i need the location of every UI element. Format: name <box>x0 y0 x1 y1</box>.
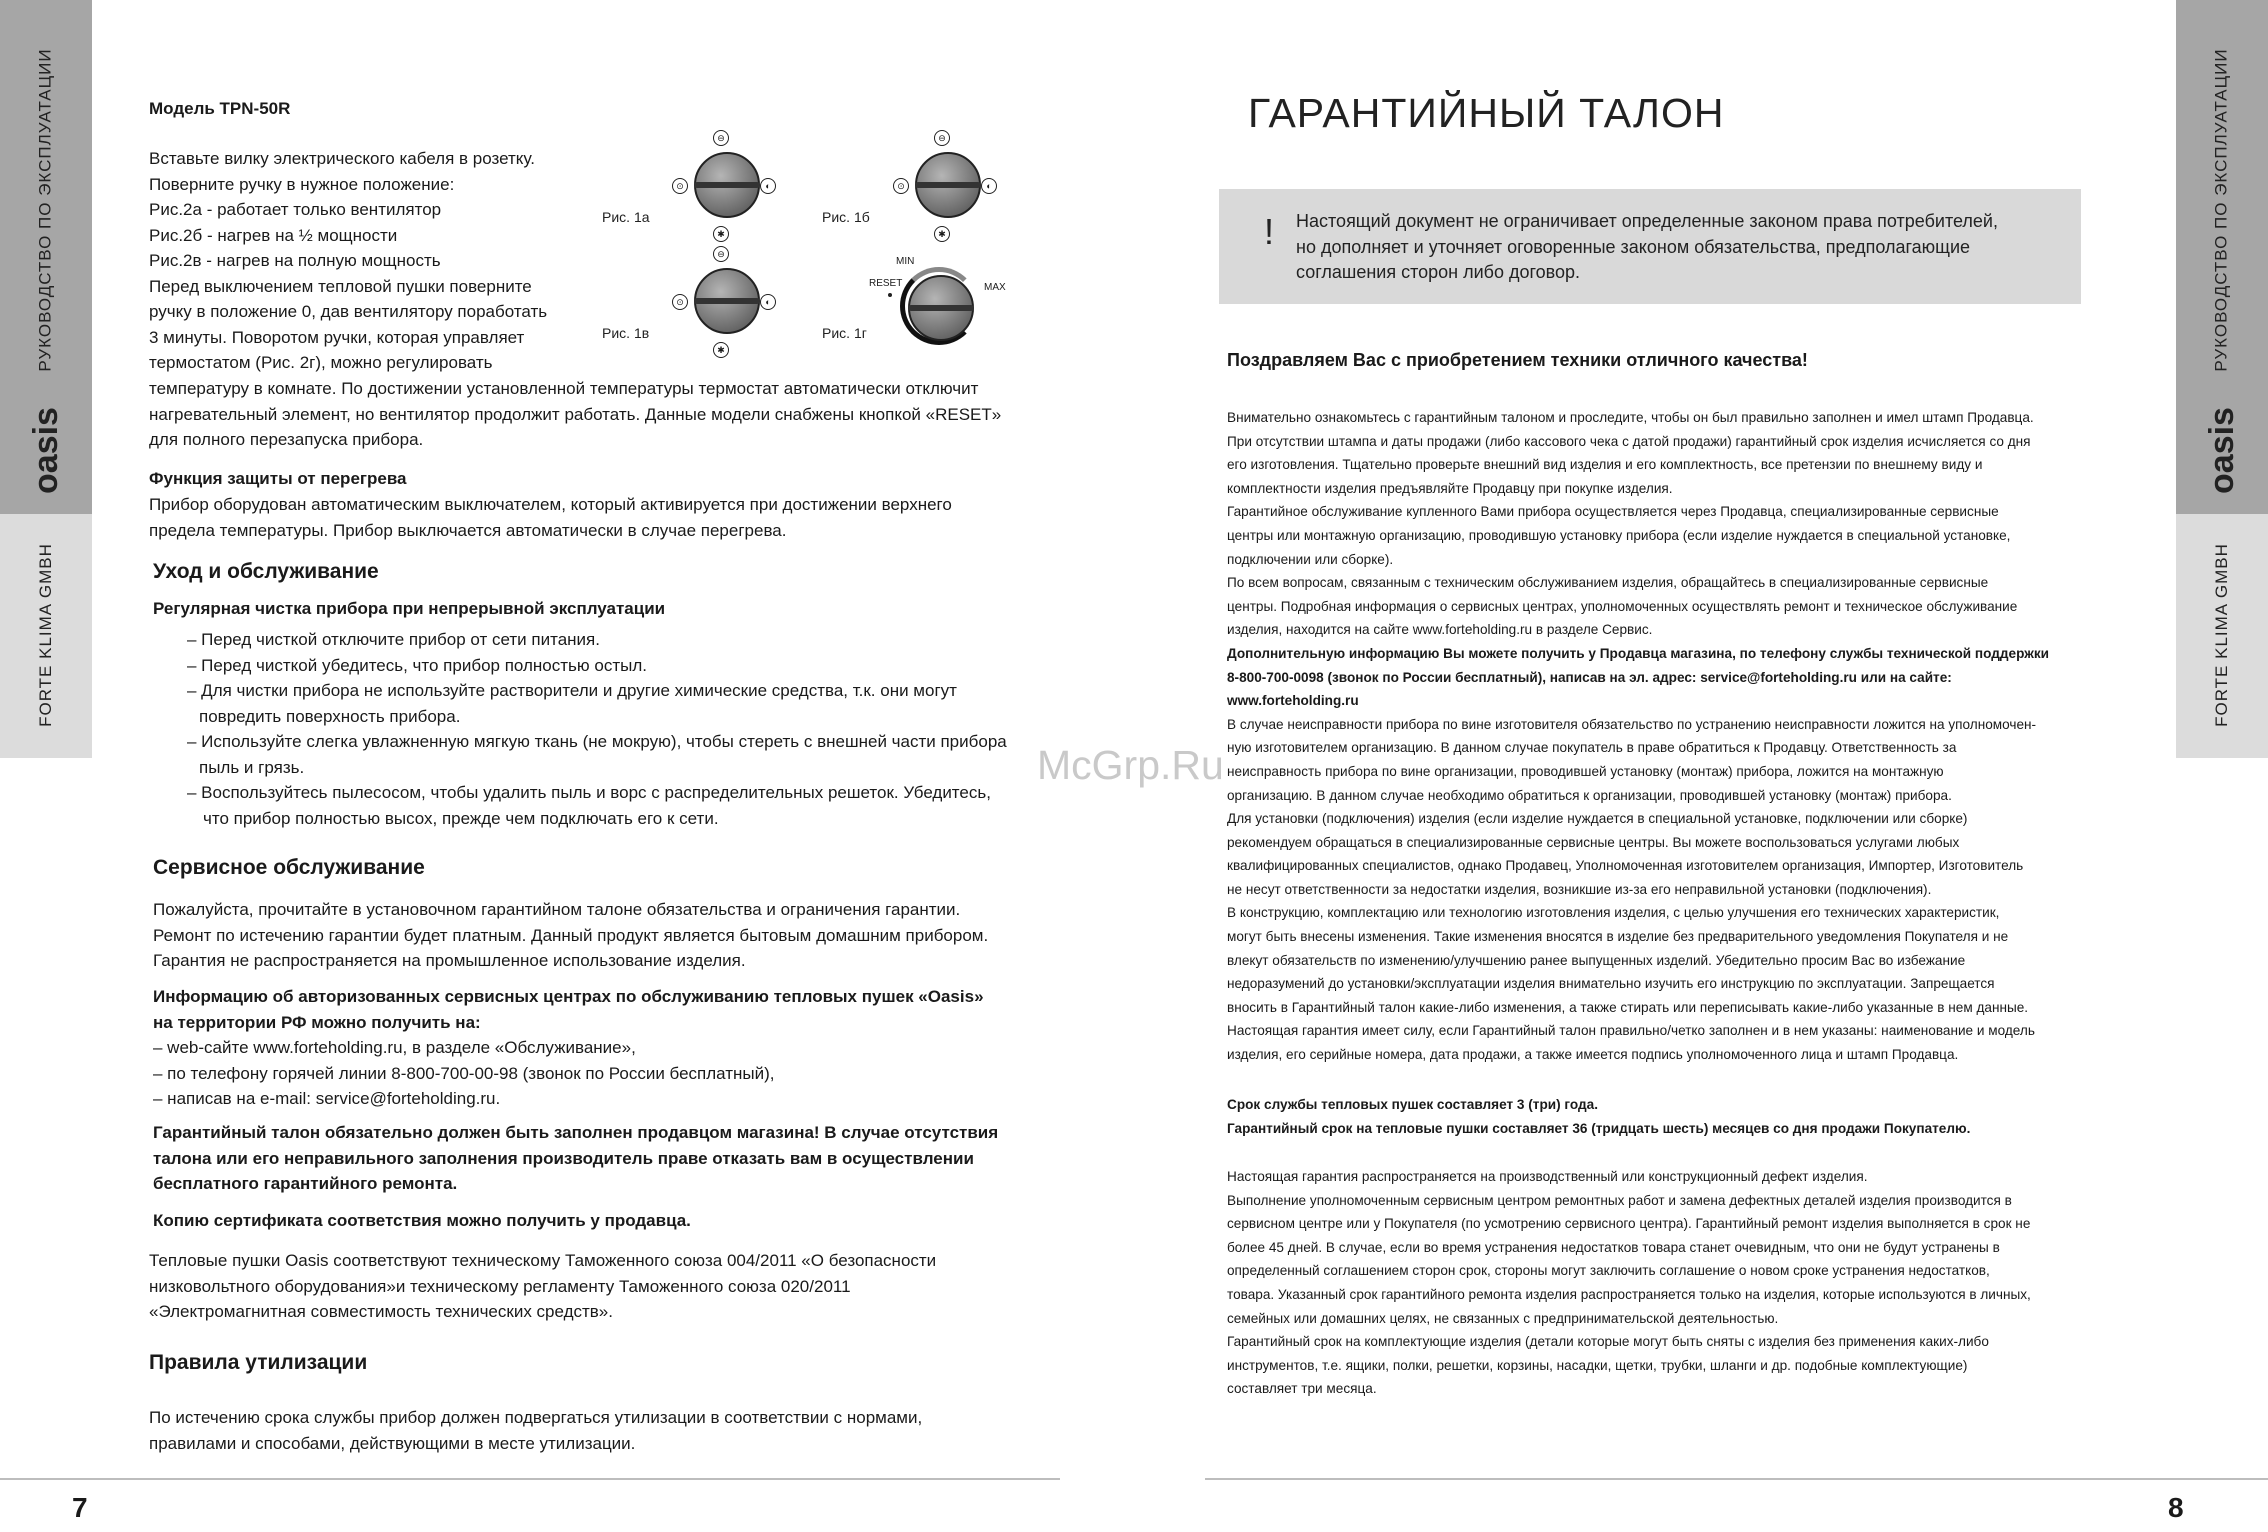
knob-icon <box>908 275 974 341</box>
disposal-title: Правила утилизации <box>149 1351 368 1374</box>
warranty-body-line: В конструкцию, комплектацию или технологию изготовления изделия, с целью улучшения его технических характеристик, <box>1227 905 2000 921</box>
warranty-body-line: недоразумений до установки/эксплуатации изделия внимательно изучить его инструкцию по эксплуатации. Запрещается <box>1227 976 1995 992</box>
knob-figure-1b <box>893 130 1003 245</box>
warranty-body-line: влекут обязательств по изменению/улучшению ранее выпущенных изделий. Убедительно просим Вас во избежание <box>1227 952 1966 968</box>
half-power-icon: ◐ <box>760 178 776 194</box>
warranty-warning <box>153 1120 1053 1197</box>
conformity-line: Тепловые пушки Oasis соответствуют техническому Таможенного союза 004/2011 «О безопасности <box>149 1251 937 1270</box>
warranty-tail-line: инструментов, т.е. ящики, полки, решетки, корзины, насадки, щетки, трубки, шланги и др. подобные комплектующие) <box>1227 1357 1968 1373</box>
intro-line: для полного перезапуска прибора. <box>149 430 424 449</box>
fan-icon: ⊙ <box>672 178 688 194</box>
intro-line: Рис.2а - работает только вентилятор <box>149 200 442 219</box>
warranty-body-line: вносить в Гарантийный талон какие-либо изменения, а также стирать или переписывать какие-либо указанные в нем данные. <box>1227 999 2029 1015</box>
warranty-body-line: В случае неисправности прибора по вине изготовителя обязательство по устранению неисправности ложится на уполномочен- <box>1227 716 2037 732</box>
warranty-tail-line: товара. Указанный срок гарантийного ремонта изделия распространяется только на изделия, которые используются в личных, <box>1227 1286 2031 1302</box>
notice-line: Настоящий документ не ограничивает определенные законом права потребителей, <box>1296 211 1998 231</box>
intro-line: термостатом (Рис. 2г), можно регулировать <box>149 353 493 372</box>
disposal-line: правилами и способами, действующими в месте утилизации. <box>149 1433 636 1453</box>
overheat-line: предела температуры. Прибор выключается автоматически в случае перегрева. <box>149 520 787 540</box>
warranty-line: бесплатного гарантийного ремонта. <box>153 1174 458 1193</box>
figure-caption-1d: Рис. 1г <box>822 325 867 341</box>
warranty-body-line: При отсутствии штампа и даты продажи (либо кассового чека с датой продажи) гарантийный срок изделия исчисляется со дня <box>1227 433 2031 449</box>
care-subtitle: Регулярная чистка прибора при непрерывной эксплуатации <box>153 599 666 618</box>
intro-line: Поверните ручку в нужное положение: <box>149 174 455 194</box>
figure-caption-1c: Рис. 1в <box>602 325 650 341</box>
warranty-body-line: Дополнительную информацию Вы можете получить у Продавца магазина, по телефону службы технической поддержки <box>1227 645 2050 661</box>
conformity-line: «Электромагнитная совместимость технических средств». <box>149 1302 613 1321</box>
warranty-body-line: неисправность прибора по вине организации, проводившей установку (монтаж) прибора, ложится на монтажную <box>1227 763 1944 779</box>
left-sidebar-company: FORTE KLIMA GMBH <box>36 543 56 727</box>
warranty-body-line: Настоящая гарантия имеет силу, если Гарантийный талон правильно/четко заполнен и в нем указаны: наименование и модель <box>1227 1023 2035 1039</box>
service-title: Сервисное обслуживание <box>153 856 425 879</box>
conformity-line: низковольтного оборудования»и техническому регламенту Таможенного союза 020/2011 <box>149 1276 851 1296</box>
warranty-body-line: квалифицированных специалистов, однако Продавец, Уполномоченная изготовителем организация, Импортер, Изготовитель <box>1227 858 2024 874</box>
notice-exclamation-icon: ! <box>1264 211 1275 252</box>
heat-icon: ✱ <box>934 226 950 242</box>
warranty-tail-line: Гарантийный срок на комплектующие изделия (детали которые могут быть сняты с изделия без применения каких-либо <box>1227 1334 1989 1350</box>
page-title: ГАРАНТИЙНЫЙ ТАЛОН <box>1248 90 1725 136</box>
warranty-body-line: центры. Подробная информация о сервисных центрах, уполномоченных осуществлять ремонт и техническое обслуживание <box>1227 598 2018 614</box>
reset-label: RESET <box>869 278 903 289</box>
service-info-line: на территории РФ можно получить на: <box>153 1012 481 1032</box>
warranty-tail-line: Настоящая гарантия распространяется на производственный или конструкционный дефект изделия. <box>1227 1169 1868 1184</box>
warranty-line: Гарантийный талон обязательно должен быть заполнен продавцом магазина! В случае отсутствия <box>153 1123 999 1142</box>
warranty-body-line: По всем вопросам, связанным с техническим обслуживанием изделия, обращайтесь в специализированные сервисные <box>1227 575 1989 591</box>
legal-notice-box <box>1219 189 2081 304</box>
knob-figure-1c <box>672 246 782 361</box>
contact-web: – web-сайте www.forteholding.ru, в разделе «Обслуживание», <box>153 1038 636 1057</box>
warranty-body-line: 8-800-700-0098 (звонок по России бесплатный), написав на эл. адрес: service@forteholding.ru или на сайте: <box>1227 669 1952 685</box>
intro-line: нагревательный элемент, но вентилятор продолжит работать. Данные модели снабжены кнопкой «RESET» <box>149 404 1002 424</box>
heat-icon: ✱ <box>713 226 729 242</box>
heat-icon: ✱ <box>713 342 729 358</box>
half-power-icon: ◐ <box>981 178 997 194</box>
warranty-body <box>1227 406 2127 1067</box>
service-line: Пожалуйста, прочитайте в установочном гарантийном талоне обязательства и ограничения гарантии. <box>153 900 961 919</box>
term-line: Гарантийный срок на тепловые пушки составляет 36 (тридцать шесть) месяцев со дня продажи Покупателю. <box>1227 1120 1971 1136</box>
reset-dot-icon <box>888 293 892 297</box>
intro-line: температуру в комнате. По достижении установленной температуры термостат автоматически отключит <box>149 379 979 398</box>
intro-line: 3 минуты. Поворотом ручки, которая управляет <box>149 327 525 347</box>
intro-line: ручку в положение 0, дав вентилятору поработать <box>149 302 548 321</box>
overheat-title: Функция защиты от перегрева <box>149 469 407 488</box>
figure-caption-1b: Рис. 1б <box>822 209 870 225</box>
notice-line: но дополняет и уточняет оговоренные законом обязательства, предполагающие <box>1296 236 1971 257</box>
fan-icon: ⊙ <box>672 294 688 310</box>
overheat-line: Прибор оборудован автоматическим выключателем, который активируется при достижении верхнего <box>149 495 952 514</box>
warranty-body-line: Гарантийное обслуживание купленного Вами прибора осуществляется через Продавца, специализированные сервисные <box>1227 504 1999 520</box>
warranty-tail-line: определенный соглашением сторон срок, стороны могут заключить соглашение о новом сроке устранения недостатков, <box>1227 1263 1990 1279</box>
knob-icon <box>694 152 760 218</box>
term-line: Срок службы тепловых пушек составляет 3 (три) года. <box>1227 1097 1598 1112</box>
left-bottom-rule <box>0 1478 1060 1480</box>
care-item: – Воспользуйтесь пылесосом, чтобы удалить пыль и ворс с распределительных решеток. Убедитесь, <box>187 783 991 802</box>
warranty-body-line: могут быть внесены изменения. Такие изменения вносятся в изделие без предварительного уведомления Покупателя и не <box>1227 929 2009 945</box>
right-sidebar-brand: oasis <box>2202 406 2241 494</box>
half-power-icon: ◐ <box>760 294 776 310</box>
care-list <box>153 627 1053 831</box>
care-item: повредить поверхность прибора. <box>199 706 461 726</box>
thermostat-figure-1d <box>860 255 1010 355</box>
knob-icon <box>915 152 981 218</box>
intro-line: Рис.2б - нагрев на ½ мощности <box>149 225 398 245</box>
left-sidebar-manual-label: РУКОВОДСТВО ПО ЭКСПЛУАТАЦИИ <box>36 48 55 372</box>
care-title: Уход и обслуживание <box>153 560 379 583</box>
warranty-tail-line: Выполнение уполномоченным сервисным центром ремонтных работ и замена дефектных деталей изделия производится в <box>1227 1192 2012 1208</box>
left-sidebar-brand: oasis <box>26 406 65 494</box>
warranty-body-line: изделия, находится на сайте www.forteholding.ru в разделе Сервис. <box>1227 622 1653 638</box>
knob-figure-1a <box>672 130 782 245</box>
warranty-line: талона или его неправильного заполнения производитель праве отказать вам в осуществлении <box>153 1148 974 1168</box>
certificate-note: Копию сертификата соответствия можно получить у продавца. <box>153 1211 691 1230</box>
care-item: – Для чистки прибора не используйте растворители и другие химические средства, т.к. они могут <box>187 681 957 700</box>
warranty-body-line: рекомендуем обращаться в специализированные сервисные центры. Вы можете воспользоваться услугами любых <box>1227 834 1960 850</box>
warranty-body-line: организацию. В данном случае необходимо обратиться к организации, проводившей установку (монтаж) прибора. <box>1227 787 1952 803</box>
disposal-text <box>149 1405 1049 1456</box>
warranty-body-line: ную изготовителем организацию. В данном случае покупатель в праве обратиться к Продавцу. Ответственность за <box>1227 740 1957 756</box>
care-item: – Перед чисткой убедитесь, что прибор полностью остыл. <box>187 655 647 675</box>
service-line: Ремонт по истечению гарантии будет платным. Данный продукт является бытовым домашним прибором. <box>153 925 989 945</box>
service-life-terms <box>1227 1093 2127 1140</box>
care-item: – Используйте слегка увлажненную мягкую ткань (не мокрую), чтобы стереть с внешней части прибора <box>187 732 1007 751</box>
service-contacts <box>153 1035 1053 1112</box>
right-sidebar-company: FORTE KLIMA GMBH <box>2212 543 2232 727</box>
care-item: что прибор полностью высох, прежде чем подключать его к сети. <box>203 808 719 828</box>
page-number-left: 7 <box>72 1492 88 1523</box>
right-sidebar-manual-label: РУКОВОДСТВО ПО ЭКСПЛУАТАЦИИ <box>2212 48 2231 372</box>
service-info-line: Информацию об авторизованных сервисных центрах по обслуживанию тепловых пушек «Oasis» <box>153 987 984 1006</box>
service-info <box>153 984 1053 1035</box>
contact-phone: – по телефону горячей линии 8-800-700-00-98 (звонок по России бесплатный), <box>153 1063 775 1083</box>
disposal-line: По истечению срока службы прибор должен подвергаться утилизации в соответствии с нормами, <box>149 1408 923 1427</box>
warranty-tail-line: более 45 дней. В случае, если во время устранения недостатков товара станет очевидным, что они не будут устранены в <box>1227 1239 2000 1255</box>
warranty-body-line: комплектности изделия предъявляйте Продавцу при покупке изделия. <box>1227 480 1673 496</box>
notice-line: соглашения сторон либо договор. <box>1296 262 1581 282</box>
warranty-tail <box>1227 1165 2127 1401</box>
warranty-body-line: www.forteholding.ru <box>1227 693 1359 709</box>
intro-block <box>149 146 589 376</box>
watermark: McGrp.Ru <box>1037 742 1224 788</box>
figure-caption-1a: Рис. 1а <box>602 209 650 225</box>
fan-off-icon: ⊖ <box>713 130 729 146</box>
warranty-tail-line: составляет три месяца. <box>1227 1381 1377 1397</box>
intro-line: Вставьте вилку электрического кабеля в розетку. <box>149 149 535 168</box>
overheat-text <box>149 492 1049 543</box>
contact-email: – написав на e-mail: service@forteholding.ru. <box>153 1089 501 1108</box>
fan-off-icon: ⊖ <box>713 246 729 262</box>
max-label: MAX <box>984 282 1006 293</box>
intro-line: Рис.2в - нагрев на полную мощность <box>149 251 441 270</box>
warranty-body-line: изделия, его серийные номера, дата продажи, а также имеется подпись уполномоченного лица и штамп Продавца. <box>1227 1047 1959 1063</box>
warranty-body-line: подключении или сборке). <box>1227 551 1394 567</box>
fan-off-icon: ⊖ <box>934 130 950 146</box>
min-label: MIN <box>896 256 915 267</box>
service-line: Гарантия не распространяется на промышленное использование изделия. <box>153 951 746 970</box>
fan-icon: ⊙ <box>893 178 909 194</box>
service-text <box>153 897 1053 974</box>
warranty-tail-line: семейных или домашних целях, не связанных с предпринимательской деятельностью. <box>1227 1310 1779 1326</box>
model-title: Модель TPN-50R <box>149 99 291 118</box>
care-item: пыль и грязь. <box>199 757 305 777</box>
warranty-body-line: Для установки (подключения) изделия (если изделие нуждается в специальной установке, подключении или сборке) <box>1227 811 1968 827</box>
notice-text <box>1296 209 1998 286</box>
intro-line: Перед выключением тепловой пушки поверните <box>149 276 532 296</box>
warranty-body-line: центры или монтажную организацию, проводившую установку прибора (если изделие нуждается в специальной установке, <box>1227 527 2011 543</box>
warranty-body-line: его изготовления. Тщательно проверьте внешний вид изделия и его комплектность, все претензии по внешнему виду и <box>1227 457 1983 473</box>
care-item: – Перед чисткой отключите прибор от сети питания. <box>187 630 600 649</box>
intro-continuation <box>149 376 1049 453</box>
warranty-body-line: Внимательно ознакомьтесь с гарантийным талоном и проследите, чтобы он был правильно заполнен и имел штамп Продавца. <box>1227 410 2034 425</box>
page-number-right: 8 <box>2168 1492 2184 1523</box>
right-bottom-rule <box>1205 1478 2268 1480</box>
warranty-body-line: не несут ответственности за недостатки изделия, возникшие из-за его неправильной установки (подключения). <box>1227 881 1932 897</box>
congratulations-heading: Поздравляем Вас с приобретением техники отличного качества! <box>1227 350 1808 370</box>
warranty-tail-line: сервисном центре или у Покупателя (по усмотрению сервисного центра). Гарантийный ремонт изделия выполняется в срок не <box>1227 1216 2031 1232</box>
conformity-text <box>149 1248 1049 1325</box>
knob-icon <box>694 268 760 334</box>
